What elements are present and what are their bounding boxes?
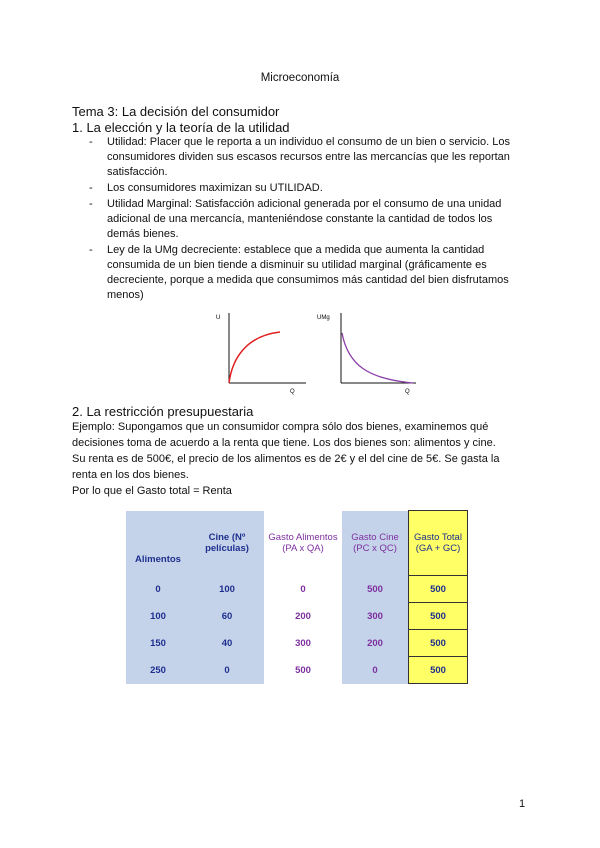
page-number: 1 (519, 798, 526, 810)
list-item: - Ley de la UMg decreciente: establece que a medida que aumenta la cantidad consumida de un bien tiende a disminuir su utilidad marginal (gráficamente es decreciente, porque a medida que consumimos más cantidad del bien disfrutamos menos) (89, 244, 509, 301)
table-cell: 300 (342, 603, 409, 630)
table-cell: 500 (409, 630, 468, 657)
table-cell: 60 (190, 603, 264, 630)
column-header: Alimentos (126, 511, 190, 576)
marginal-utility-curve (342, 333, 413, 383)
graph-y-label: U (216, 315, 221, 321)
column-header: Gasto Alimentos (PA x QA) (264, 511, 342, 576)
bullet-text: Ley de la UMg decreciente: establece que a medida que aumenta la cantidad consumida de un bien tiende a disminuir su utilidad marginal (gráficamente es decreciente, porque a medida que consumimos más cantidad del bien disfrutamos menos) (107, 244, 509, 301)
table-cell: 200 (342, 630, 409, 657)
section-2-text (72, 419, 522, 499)
bullet-list (72, 135, 522, 304)
table-cell: 100 (190, 576, 264, 603)
section-2-heading: 2. La restricción presupuestaria (72, 404, 254, 419)
total-utility-curve (229, 332, 280, 383)
graph-x-label: Q (290, 389, 295, 395)
column-header: Gasto Cine (PC x QC) (342, 511, 409, 576)
column-header: Cine (Nº películas) (190, 511, 264, 576)
table-cell: 300 (264, 630, 342, 657)
section-1-heading: 1. La elección y la teoría de la utilidad (72, 120, 290, 135)
text-line: Ejemplo: Supongamos que un consumidor compra sólo dos bienes, examinemos qué (72, 421, 489, 433)
table-cell: 150 (126, 630, 190, 657)
table-cell: 0 (126, 576, 190, 603)
table-cell: 500 (409, 657, 468, 684)
bullet-text: Utilidad: Placer que le reporta a un individuo el consumo de un bien o servicio. Los consumidores dividen sus escasos recursos entre las mercancías que les reportan satisfacción. (107, 136, 510, 178)
table-cell: 200 (264, 603, 342, 630)
graph-x-label: Q (405, 389, 410, 395)
budget-table (126, 510, 468, 684)
table-row (126, 576, 468, 603)
column-header: Gasto Total (GA + GC) (409, 511, 468, 576)
table-cell: 500 (264, 657, 342, 684)
table-row (126, 603, 468, 630)
table-cell: 0 (342, 657, 409, 684)
marginal-utility-graph (316, 305, 420, 395)
table-cell: 100 (126, 603, 190, 630)
list-item: - Los consumidores maximizan su UTILIDAD. (89, 182, 323, 194)
table-cell: 40 (190, 630, 264, 657)
text-line: Por lo que el Gasto total = Renta (72, 485, 232, 497)
table-header-row (126, 511, 468, 576)
table-cell: 500 (409, 603, 468, 630)
table-row (126, 657, 468, 684)
bullet-text: Utilidad Marginal: Satisfacción adicional generada por el consumo de una unidad adicional de una mercancía, manteniéndose constante la cantidad de todos los demás bienes. (107, 198, 502, 240)
text-line: Su renta es de 500€, el precio de los alimentos es de 2€ y el del cine de 5€. Se gasta la (72, 453, 500, 465)
text-line: renta en los dos bienes. (72, 469, 189, 481)
graph-y-label: UMg (317, 315, 330, 321)
list-item: - Utilidad Marginal: Satisfacción adicional generada por el consumo de una unidad adicional de una mercancía, manteniéndose constante la cantidad de todos los demás bienes. (89, 198, 502, 240)
table-cell: 250 (126, 657, 190, 684)
table-cell: 0 (190, 657, 264, 684)
list-item: - Utilidad: Placer que le reporta a un individuo el consumo de un bien o servicio. Los consumidores dividen sus escasos recursos entre las mercancías que les reportan satisfacción. (89, 136, 510, 178)
table-cell: 500 (342, 576, 409, 603)
table-cell: 500 (409, 576, 468, 603)
topic-title: Tema 3: La decisión del consumidor (72, 104, 280, 119)
total-utility-graph (210, 305, 310, 395)
table-cell: 0 (264, 576, 342, 603)
table-row (126, 630, 468, 657)
bullet-text: Los consumidores maximizan su UTILIDAD. (107, 182, 323, 194)
text-line: decisiones toma de acuerdo a la renta que tiene. Los dos bienes son: alimentos y cine. (72, 437, 496, 449)
page-header: Microeconomía (260, 72, 340, 84)
